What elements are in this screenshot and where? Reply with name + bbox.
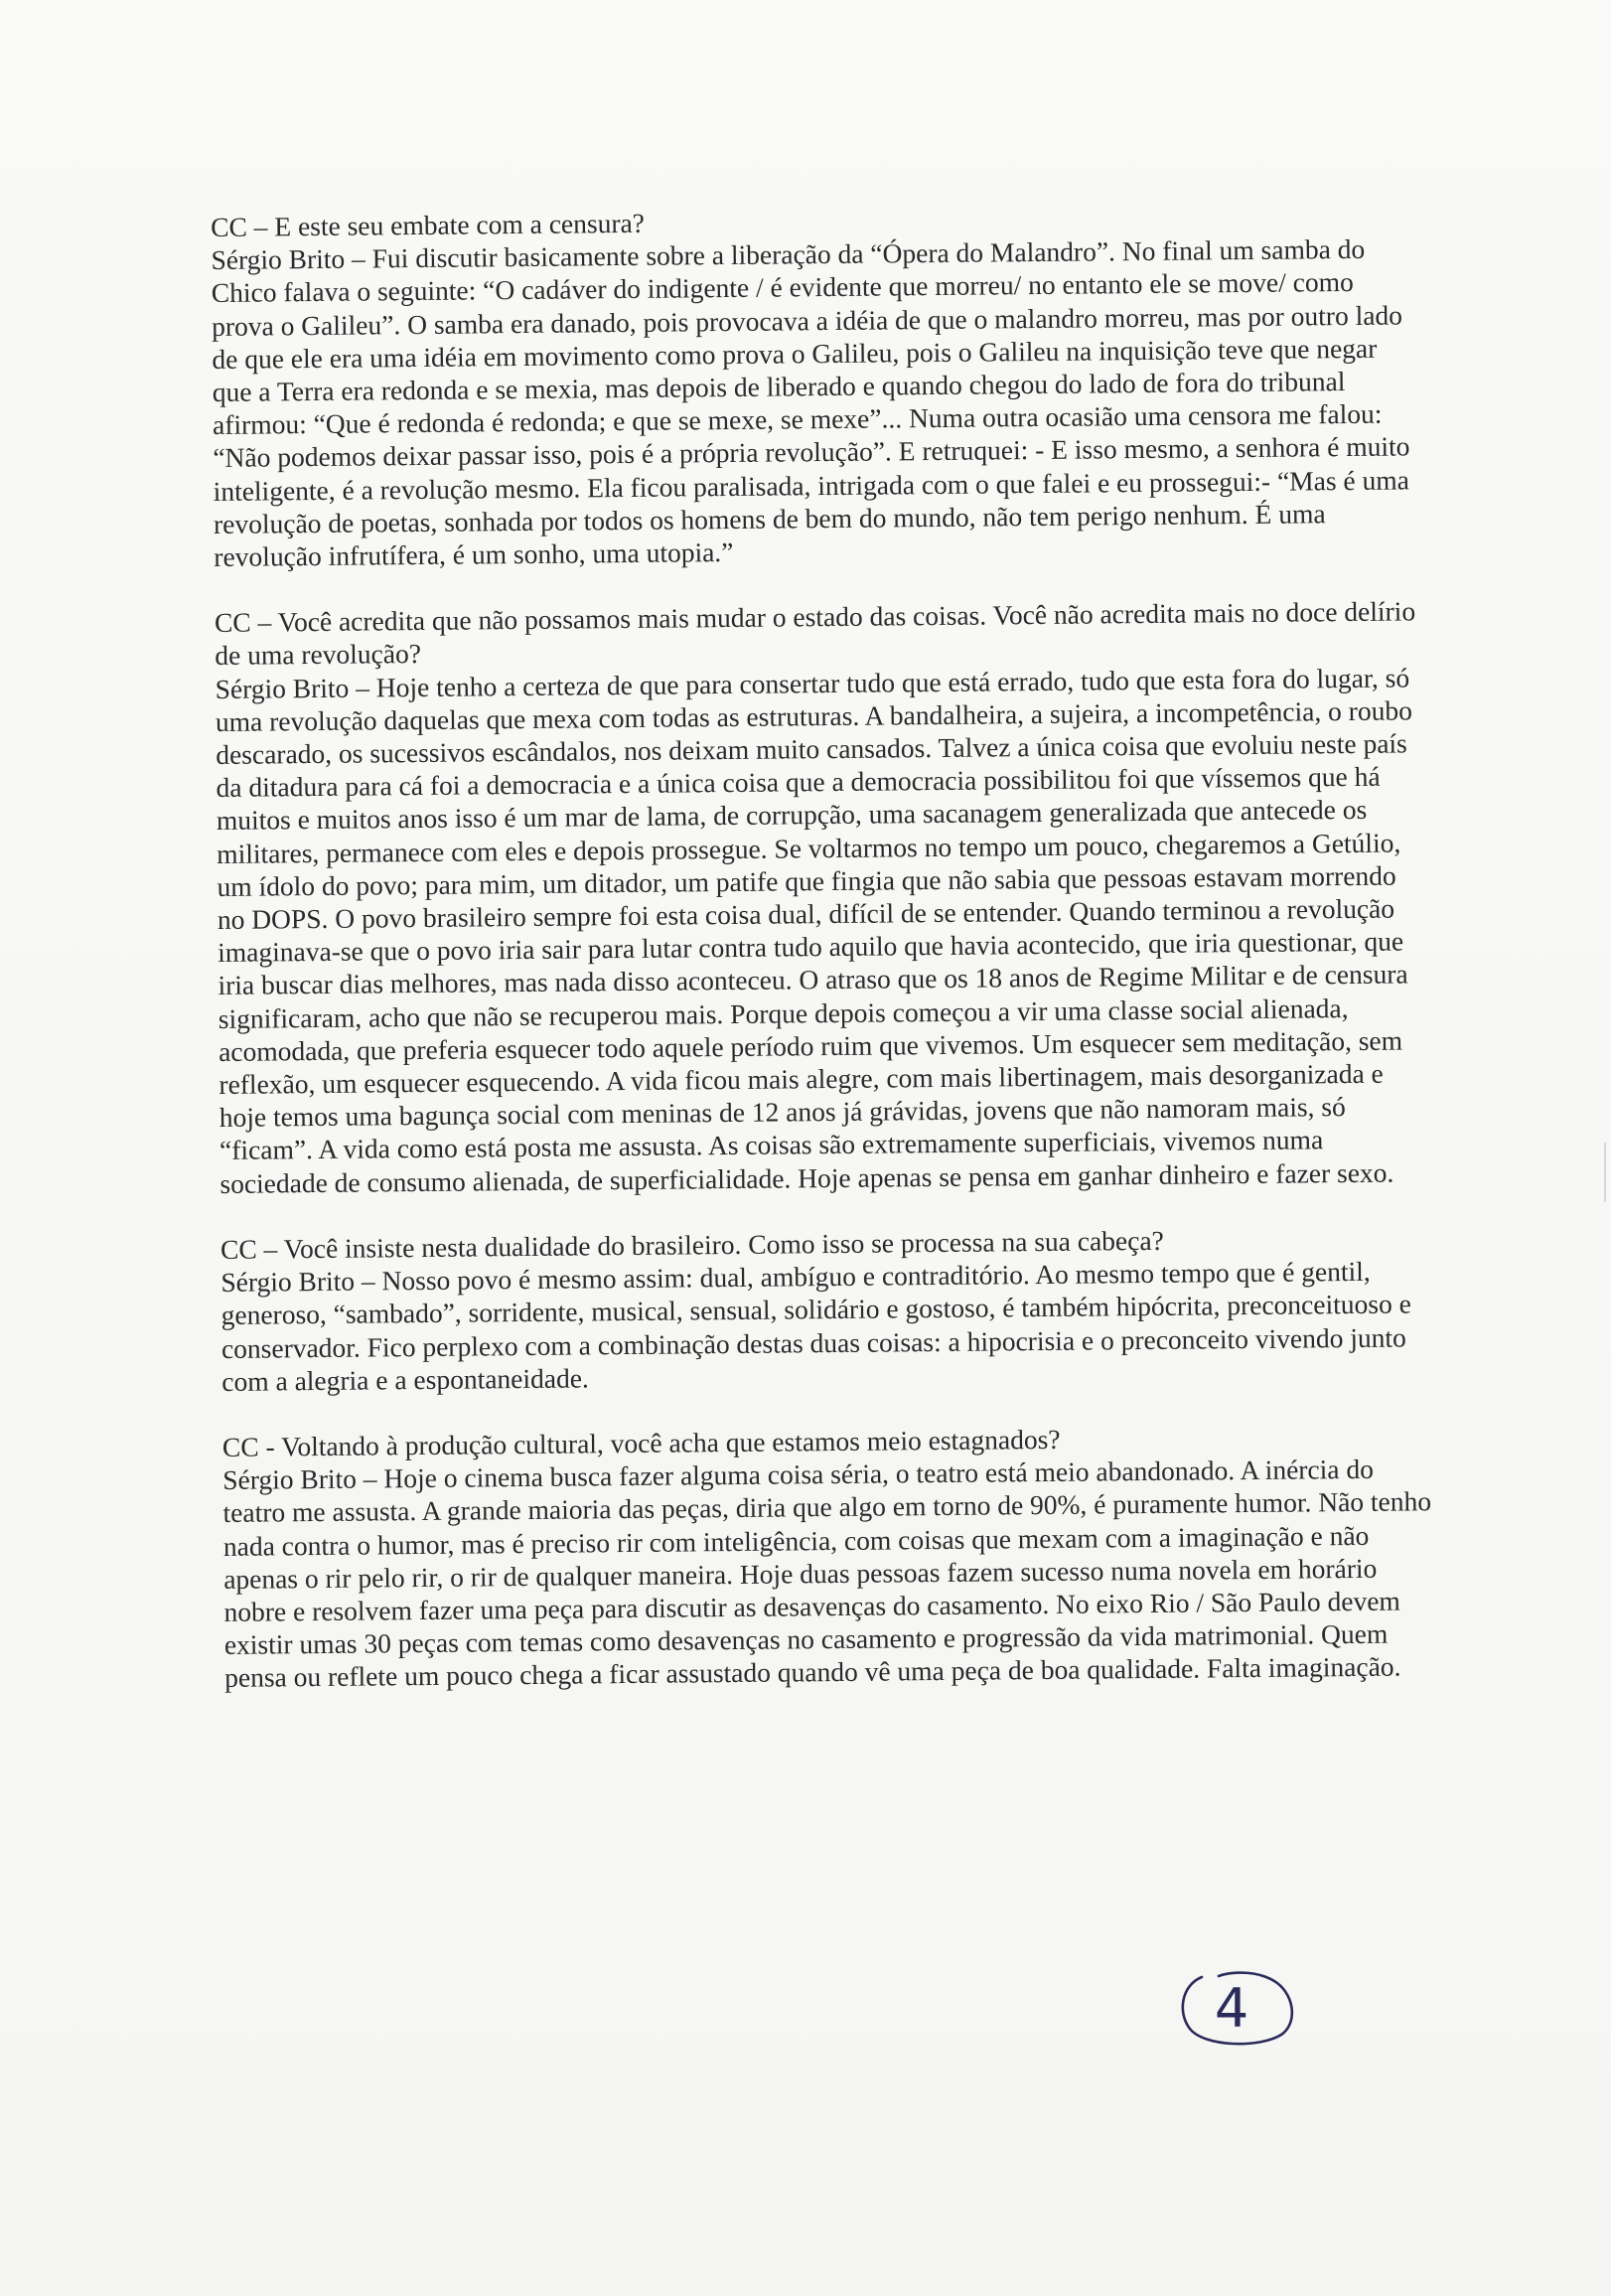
handwritten-page-number: [1174, 1967, 1298, 2049]
scan-edge-mark: [1604, 1143, 1606, 1202]
interview-section-3: [220, 1221, 1432, 1398]
interview-section-1: [211, 199, 1423, 573]
interview-answer: Sérgio Brito – Nosso povo é mesmo assim: dual, ambíguo e contraditório. Ao mesmo tempo que é gentil, generoso, “sambado”, sorridente, musical, sensual, solidário e gostoso, é também hipócrita, preconceituoso e conservador. Fico perplexo com a combinação destas duas coisas: a hipocrisia e o preconceito vivendo junto com a alegria e a espontaneidade.: [220, 1255, 1411, 1397]
interview-section-2: [215, 595, 1430, 1200]
page-number-digit: 4: [1214, 1977, 1249, 2040]
interview-question: CC – E este seu embate com a censura?: [211, 207, 646, 242]
interview-question: CC – Você insiste nesta dualidade do brasileiro. Como isso se processa na sua cabeça?: [220, 1224, 1164, 1265]
interview-section-4: [222, 1419, 1434, 1694]
interview-answer: Sérgio Brito – Fui discutir basicamente sobre a liberação da “Ópera do Malandro”. No final um samba do Chico falava o seguinte: “O cadáver do indigente / é evidente que morreu/ no entanto ele se move/ como prova o Galileu”. O samba era danado, pois provocava a idéia de que o malandro morreu, mas por outro lado de que ele era uma idéia em movimento como prova o Galileu, pois o Galileu na inquisição teve que negar que a Terra era redonda e se mexia, mas depois de liberado e quando chegou do lado de fora do tribunal afirmou: “Que é redonda é redonda; e que se mexe, se mexe”... Numa outra ocasião uma censora me falou: “Não podemos deixar passar isso, pois é a própria revolução”. E retruquei: - E isso mesmo, a senhora é muito inteligente, é a revolução mesmo. Ela ficou paralisada, intrigada com o que falei e eu prossegui:- “Mas é uma revolução de poetas, sonhada por todos os homens de bem do mundo, não tem perigo nenhum. É uma revolução infrutífera, é um sonho, uma utopia.”: [211, 233, 1410, 573]
interview-question: CC - Voltando à produção cultural, você acha que estamos meio estagnados?: [221, 1423, 1061, 1462]
interview-question: CC – Você acredita que não possamos mais mudar o estado das coisas. Você não acredita mais no doce delírio de uma revolução?: [214, 595, 1416, 672]
interview-answer: Sérgio Brito – Hoje o cinema busca fazer alguma coisa séria, o teatro está meio abandonado. A inércia do teatro me assusta. A grande maioria das peças, diria que algo em torno de 90%, é puramente humor. Não tenho nada contra o humor, mas é preciso rir com inteligência, com coisas que mexam com a imaginação e não apenas o rir pelo rir, o rir de qualquer maneira. Hoje duas pessoas fazem sucesso numa novela em horário nobre e resolvem fazer uma peça para discutir as desavenças do casamento. No eixo Rio / São Paulo devem existir umas 30 peças com temas como desavenças no casamento e progressão da vida matrimonial. Quem pensa ou reflete um pouco chega a ficar assustado quando vê uma peça de boa qualidade. Falta imaginação.: [222, 1453, 1432, 1694]
interview-answer: Sérgio Brito – Hoje tenho a certeza de que para consertar tudo que está errado, tudo que esta fora do lugar, só uma revolução daquelas que mexa com todas as estruturas. A bandalheira, a sujeira, a incompetência, o roubo descarado, os sucessivos escândalos, nos deixam muito cansados. Talvez a única coisa que evoluiu neste país da ditadura para cá foi a democracia e a única coisa que a democracia possibilitou foi que víssemos que há muitos e muitos anos isso é um mar de lama, de corrupção, uma sacanagem generalizada que antecede os militares, permanece com eles e depois prossegue. Se voltarmos no tempo um pouco, chegaremos a Getúlio, um ídolo do povo; para mim, um ditador, um patife que fingia que não sabia que pessoas estavam morrendo no DOPS. O povo brasileiro sempre foi esta coisa dual, difícil de se entender. Quando terminou a revolução imaginava-se que o povo iria sair para lutar contra tudo aquilo que havia acontecido, que iria questionar, que iria buscar dias melhores, mas nada disso aconteceu. O atraso que os 18 anos de Regime Militar e de censura significaram, acho que não se recuperou mais. Porque depois começou a vir uma classe social alienada, acomodada, que preferia esquecer todo aquele período ruim que vivemos. Um esquecer sem meditação, sem reflexão, um esquecer esquecendo. A vida ficou mais alegre, com mais libertinagem, mais desorganizada e hoje temos uma bagunça social com meninas de 12 anos já grávidas, jovens que não namoram mais, só “ficam”. A vida como está posta me assusta. As coisas são extremamente superficiais, vivemos numa sociedade de consumo alienada, de superficialidade. Hoje apenas se pensa em ganhar dinheiro e fazer sexo.: [215, 662, 1413, 1199]
interview-text: [211, 199, 1435, 1727]
